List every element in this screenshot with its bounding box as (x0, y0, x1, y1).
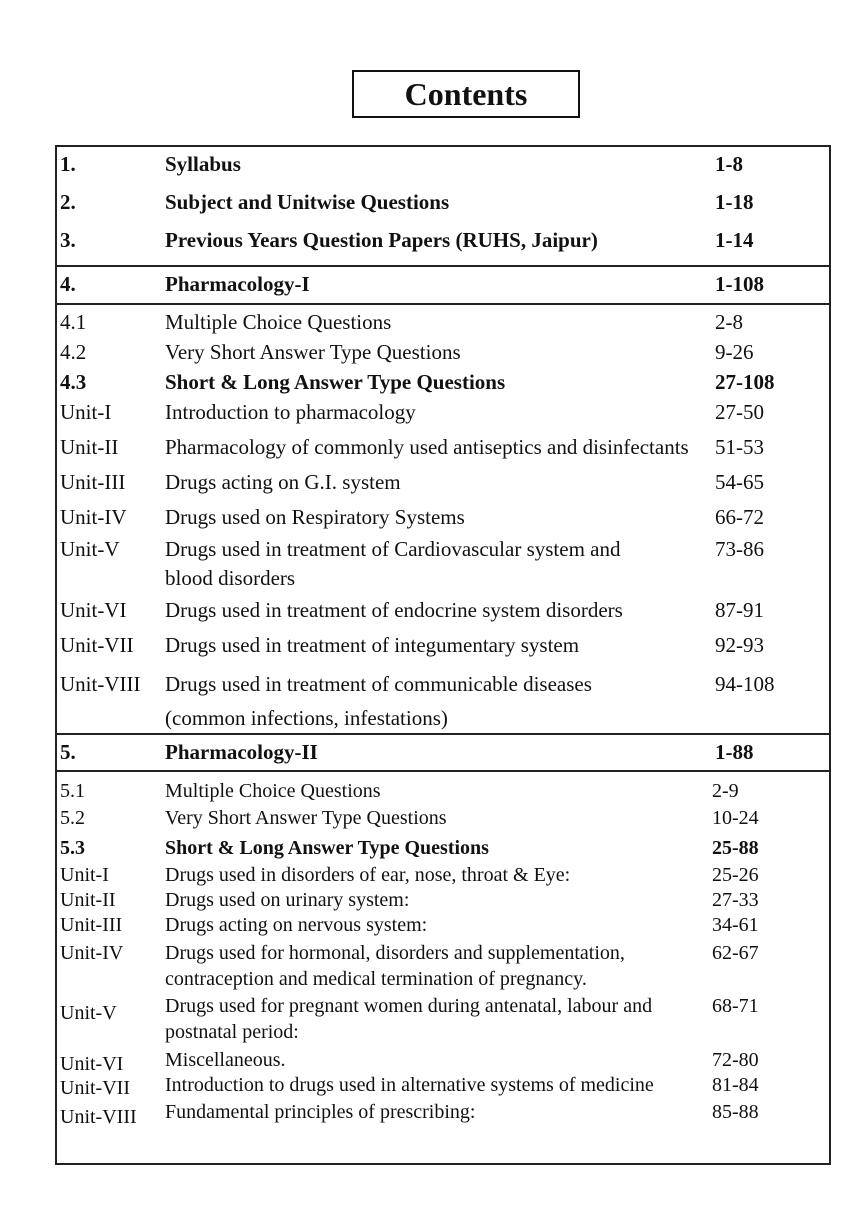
section-title: Fundamental principles of prescribing: (165, 1101, 476, 1123)
page-range: 25-88 (712, 837, 759, 859)
page-range: 1-108 (715, 272, 764, 296)
section-title: Drugs used on urinary system: (165, 889, 410, 911)
section-number: Unit-II (60, 435, 119, 459)
page-range: 34-61 (712, 914, 759, 936)
section-title: Pharmacology-II (165, 740, 318, 764)
page-range: 94-108 (715, 672, 775, 696)
section-title: Drugs acting on nervous system: (165, 914, 428, 936)
section-number: 3. (60, 228, 76, 252)
section-title: Drugs used in treatment of communicable diseases (common infections, infestations) (165, 672, 592, 730)
section-number: 4.1 (60, 310, 87, 334)
page-range: 1-18 (715, 190, 754, 214)
section-number: Unit-IV (60, 942, 124, 964)
page-range: 9-26 (715, 340, 754, 364)
section-title: Drugs used in treatment of endocrine system disorders (165, 598, 623, 622)
page-range: 2-9 (712, 780, 739, 802)
page-range: 27-33 (712, 889, 759, 911)
section-number: 4.2 (60, 340, 87, 364)
contents-title: Contents (352, 70, 580, 118)
page-range: 87-91 (715, 598, 764, 622)
section-number: 5.3 (60, 837, 85, 859)
section-title: Drugs used on Respiratory Systems (165, 505, 465, 529)
section-number: 5.1 (60, 780, 85, 802)
section-title: Drugs used in treatment of integumentary system (165, 633, 580, 657)
page-range: 25-26 (712, 864, 759, 886)
section-title: Pharmacology-I (165, 272, 310, 296)
section-number: Unit-IV (60, 505, 127, 529)
section-title: Short & Long Answer Type Questions (165, 837, 489, 859)
section-number: 5.2 (60, 807, 85, 829)
section-number: Unit-VII (60, 1077, 130, 1099)
section-number: Unit-V (60, 537, 120, 561)
section-number: 4. (60, 272, 76, 296)
section-number: Unit-VII (60, 633, 134, 657)
section-title: Pharmacology of commonly used antiseptics and disinfectants (165, 435, 689, 459)
section-title: Introduction to pharmacology (165, 400, 416, 424)
section-title: Subject and Unitwise Questions (165, 190, 450, 214)
section-title: Miscellaneous. (165, 1049, 286, 1071)
section-title: Short & Long Answer Type Questions (165, 370, 506, 394)
section-number: 2. (60, 190, 76, 214)
section-title: Syllabus (165, 152, 241, 176)
section-number: Unit-I (60, 400, 112, 424)
section-title: Previous Years Question Papers (RUHS, Jaipur) (165, 228, 598, 252)
section-title: Drugs used for pregnant women during antenatal, labour and postnatal period: (165, 995, 653, 1043)
section-title: Introduction to drugs used in alternative systems of medicine (165, 1074, 654, 1096)
section-number: Unit-I (60, 864, 109, 886)
page-range: 62-67 (712, 942, 759, 964)
section-title: Drugs used in treatment of Cardiovascular system and blood disorders (165, 537, 621, 590)
page-range: 54-65 (715, 470, 764, 494)
page-range: 27-50 (715, 400, 764, 424)
page-range: 27-108 (715, 370, 775, 394)
page-range: 10-24 (712, 807, 759, 829)
divider-line (55, 770, 831, 772)
section-title: Multiple Choice Questions (165, 780, 381, 802)
page-range: 85-88 (712, 1101, 759, 1123)
page-range: 1-88 (715, 740, 754, 764)
section-number: Unit-VI (60, 1053, 124, 1075)
section-number: 5. (60, 740, 76, 764)
page-range: 72-80 (712, 1049, 759, 1071)
section-title: Very Short Answer Type Questions (165, 807, 447, 829)
section-number: Unit-VI (60, 598, 127, 622)
page-range: 92-93 (715, 633, 764, 657)
section-number: Unit-III (60, 914, 123, 936)
page-range: 51-53 (715, 435, 764, 459)
page-range: 66-72 (715, 505, 764, 529)
section-number: 4.3 (60, 370, 87, 394)
section-title: Very Short Answer Type Questions (165, 340, 461, 364)
section-title: Drugs used in disorders of ear, nose, throat & Eye: (165, 864, 571, 886)
page-range: 68-71 (712, 995, 759, 1017)
divider-line (55, 303, 831, 305)
section-number: 1. (60, 152, 76, 176)
section-title: Multiple Choice Questions (165, 310, 392, 334)
page-range: 1-14 (715, 228, 754, 252)
section-title: Drugs acting on G.I. system (165, 470, 401, 494)
page-range: 2-8 (715, 310, 743, 334)
section-title: Drugs used for hormonal, disorders and supplementation, contraception and medical termination of pregnancy. (165, 942, 625, 990)
divider-line (55, 265, 831, 267)
page-range: 81-84 (712, 1074, 759, 1096)
section-number: Unit-VIII (60, 672, 141, 696)
section-number: Unit-V (60, 1002, 117, 1024)
page-range: 73-86 (715, 537, 764, 561)
section-number: Unit-II (60, 889, 116, 911)
page-range: 1-8 (715, 152, 743, 176)
section-number: Unit-III (60, 470, 126, 494)
section-number: Unit-VIII (60, 1106, 137, 1128)
